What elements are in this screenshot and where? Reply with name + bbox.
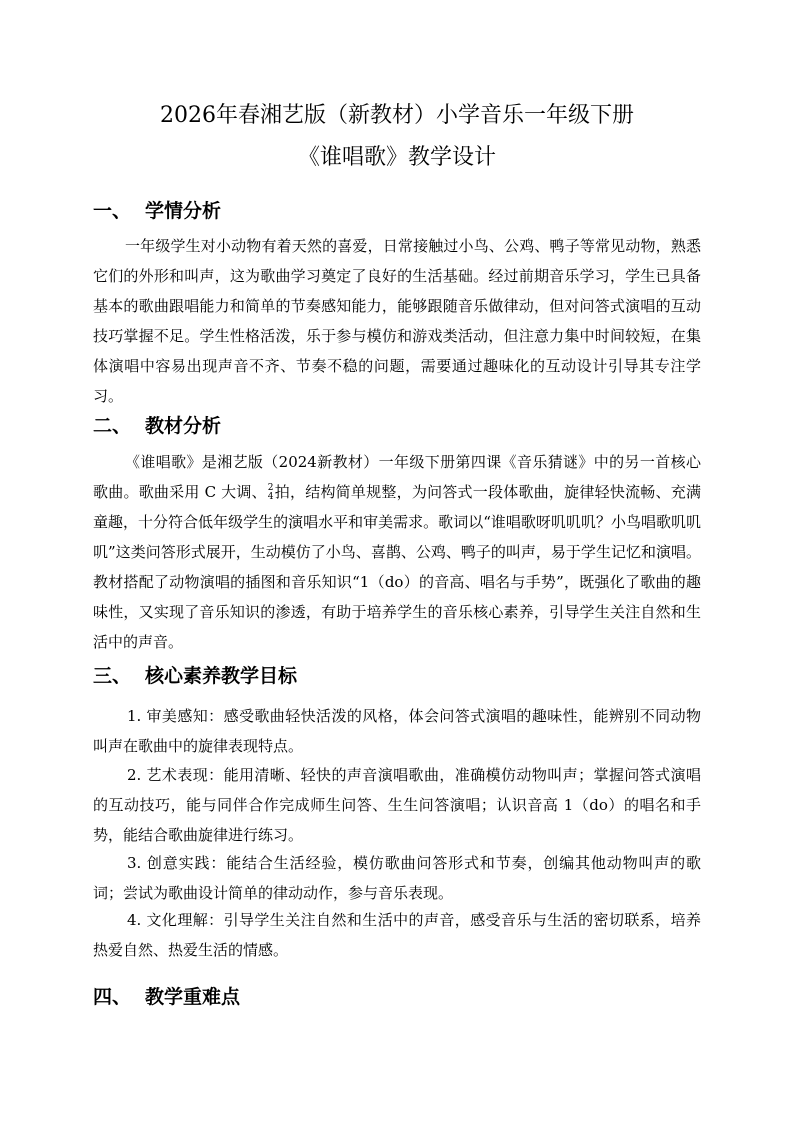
document-title: 2026年春湘艺版（新教材）小学音乐一年级下册: [160, 103, 634, 128]
section-number: 三、: [93, 665, 132, 687]
section-title: 核心素养教学目标: [145, 665, 298, 687]
section-title: 学情分析: [145, 200, 222, 222]
time-signature-fraction: [268, 484, 274, 502]
fraction-denominator: 4: [267, 492, 274, 502]
section-heading-3: [93, 664, 297, 688]
section-title: 教学重难点: [145, 986, 241, 1008]
section-number: 一、: [93, 200, 132, 222]
section-heading-2: [93, 414, 221, 438]
objective-item-2: 2. 艺术表现：能用清晰、轻快的声音演唱歌曲，准确模仿动物叫声；掌握问答式演唱的互动技巧，能与同伴合作完成师生问答、生生问答演唱；认识音高 1（do）的唱名和手势，能结合歌曲旋律进行练习。: [93, 766, 701, 844]
objective-item-3: 3. 创意实践：能结合生活经验，模仿歌曲问答形式和节奏，创编其他动物叫声的歌词；尝试为歌曲设计简单的律动动作，参与音乐表现。: [93, 854, 701, 902]
paragraph-text: 《谁唱歌》是湘艺版（2024新教材）一年级下册第四课《音乐猜谜》中的另一首核心歌曲。歌曲采用 C 大调、: [93, 453, 701, 501]
objective-item-4: 4. 文化理解：引导学生关注自然和生活中的声音，感受音乐与生活的密切联系，培养热爱自然、热爱生活的情感。: [93, 911, 701, 959]
objective-item-1: 1. 审美感知：感受歌曲轻快活泼的风格，体会问答式演唱的趣味性，能辨别不同动物叫声在歌曲中的旋律表现特点。: [93, 707, 701, 755]
fraction-numerator: 2: [267, 483, 274, 493]
document-subtitle: 《谁唱歌》教学设计: [297, 145, 496, 170]
section-heading-4: [93, 985, 240, 1009]
section-number: 二、: [93, 415, 132, 437]
section-2-paragraph: [93, 447, 701, 657]
section-number: 四、: [93, 986, 132, 1008]
section-title: 教材分析: [145, 415, 222, 437]
section-1-paragraph: 一年级学生对小动物有着天然的喜爱，日常接触过小鸟、公鸡、鸭子等常见动物，熟悉它们的外形和叫声，这为歌曲学习奠定了良好的生活基础。经过前期音乐学习，学生已具备基本的歌曲跟唱能力和简单的节奏感知能力，能够跟随音乐做律动，但对问答式演唱的互动技巧掌握不足。学生性格活泼，乐于参与模仿和游戏类活动，但注意力集中时间较短，在集体演唱中容易出现声音不齐、节奏不稳的问题，需要通过趣味化的互动设计引导其专注学习。: [93, 237, 701, 405]
paragraph-text: 拍，结构简单规整，为问答式一段体歌曲，旋律轻快流畅、充满童趣，十分符合低年级学生的演唱水平和审美需求。歌词以“谁唱歌呀叽叽叽？小鸟唱歌叽叽叽”这类问答形式展开，生动模仿了小鸟、喜鹊、公鸡、鸭子的叫声，易于学生记忆和演唱。教材搭配了动物演唱的插图和音乐知识“1（do）的音高、唱名与手势”，既强化了歌曲的趣味性，又实现了音乐知识的渗透，有助于培养学生的音乐核心素养，引导学生关注自然和生活中的声音。: [93, 483, 701, 651]
section-heading-1: [93, 199, 221, 223]
